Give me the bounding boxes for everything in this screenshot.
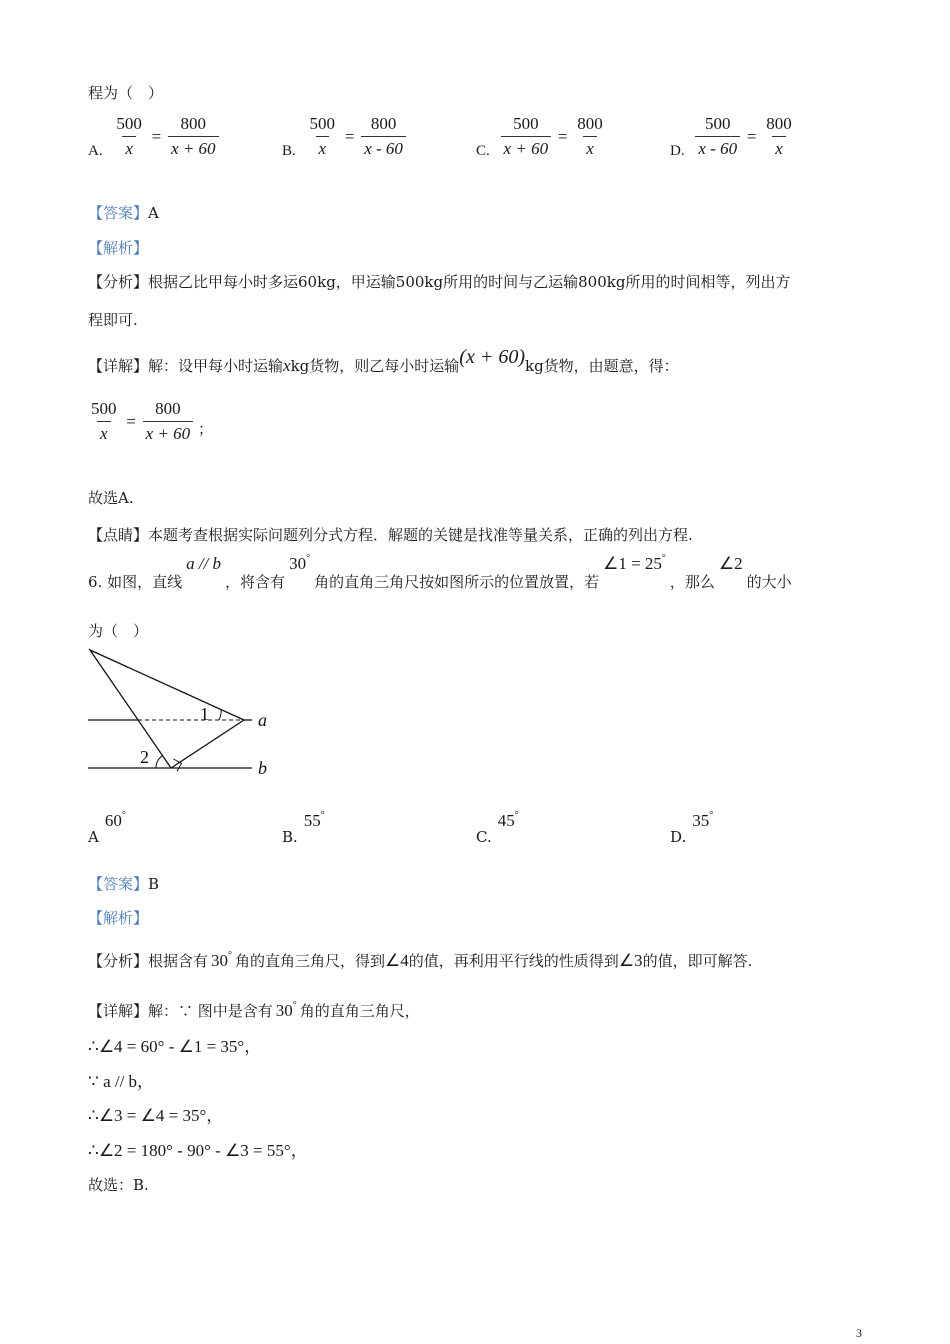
dianjing-tag: 【点睛】 bbox=[88, 526, 149, 544]
label-a: a bbox=[258, 710, 267, 730]
option-letter: B. bbox=[282, 142, 296, 159]
fraction-left: $\frac{500}{x}$ bbox=[309, 114, 336, 159]
q5-option-c: C. $\frac{500}{x + 60}$ = $\frac{800}{x}$ bbox=[476, 114, 606, 160]
option-value: 45° bbox=[497, 810, 519, 830]
q5-answer bbox=[88, 202, 159, 223]
q5-fenxi bbox=[88, 271, 790, 292]
q6-jiexi-tag: 【解析】 bbox=[88, 909, 149, 927]
q5-xiangjie: 【详解】解：设甲每小时运输xkg货物，则乙每小时运输(x + 60)kg货物，由题意，得： bbox=[88, 346, 679, 375]
option-letter: C. bbox=[476, 142, 490, 159]
q6-figure bbox=[80, 640, 300, 790]
option-value: 55° bbox=[303, 810, 325, 830]
q5-option-d: D. $\frac{500}{x - 60}$ = $\frac{800}{x}$ bbox=[670, 114, 795, 160]
fenxi-tag: 【分析】 bbox=[88, 952, 149, 970]
fenxi-text: 根据乙比甲每小时多运60kg，甲运输500kg所用的时间与乙运输800kg所用的时间相等，列出方 bbox=[148, 273, 791, 291]
angle2-arc bbox=[156, 756, 163, 768]
q6-xiangjie: 【详解】解：∵ 图中是含有 30° 角的直角三角尺， bbox=[88, 1000, 420, 1020]
q6-option-c: C.45° bbox=[476, 810, 519, 846]
q5-fenxi-line2: 程即可. bbox=[88, 311, 138, 329]
fraction-right: $\frac{800}{x}$ bbox=[577, 114, 603, 159]
label-1: 1 bbox=[200, 704, 209, 724]
answer-value: B bbox=[148, 875, 160, 893]
fraction-right: $\frac{800}{x - 60}$ bbox=[361, 114, 406, 160]
q6-stem-line2: 为（ ） bbox=[88, 622, 149, 640]
answer-value: A bbox=[148, 204, 159, 222]
option-value: 60° bbox=[104, 810, 126, 830]
q6-step-2: ∵ a // b， bbox=[88, 1072, 155, 1091]
option-letter: D. bbox=[670, 142, 685, 159]
fraction-left: $\frac{500}{x}$ bbox=[91, 399, 117, 444]
fenxi-tag: 【分析】 bbox=[88, 273, 149, 291]
fraction-left: $\frac{500}{x}$ bbox=[116, 114, 142, 159]
angle-30: 30° bbox=[289, 553, 311, 573]
q5-dianjing: 【点睛】本题考查根据实际问题列分式方程．解题的关键是找准等量关系，正确的列出方程. bbox=[88, 526, 693, 544]
q5-option-a: A. $\frac{500}{x}$ = $\frac{800}{x + 60}$ bbox=[88, 114, 219, 160]
fraction-right: $\frac{800}{x + 60}$ bbox=[168, 114, 219, 160]
q5-jiexi-tag: 【解析】 bbox=[88, 239, 149, 257]
label-2: 2 bbox=[140, 747, 149, 767]
q6-fenxi: 【分析】根据含有 30° 角的直角三角尺，得到∠4的值，再利用平行线的性质得到∠3的值，即可解答. bbox=[88, 950, 753, 970]
q5-guxuan: 故选A. bbox=[88, 489, 134, 507]
answer-tag: 【答案】 bbox=[88, 875, 149, 893]
q6-guxuan: 故选：B. bbox=[88, 1176, 149, 1194]
angle1-expr: ∠1 = 25° bbox=[603, 553, 666, 573]
q5-stem-tail: 程为（ ） bbox=[88, 84, 164, 102]
label-b: b bbox=[258, 758, 267, 778]
fraction-left: $\frac{500}{x - 60}$ bbox=[695, 114, 740, 160]
xiangjie-tag: 【详解】 bbox=[88, 357, 149, 375]
expr-x-plus-60: (x + 60) bbox=[459, 346, 525, 368]
q6-step-3: ∴∠3 = ∠4 = 35°， bbox=[88, 1106, 224, 1125]
fraction-right: $\frac{800}{x}$ bbox=[766, 114, 792, 159]
q6-step-4: ∴∠2 = 180° - 90° - ∠3 = 55°， bbox=[88, 1141, 308, 1160]
angle1-arc bbox=[219, 710, 221, 720]
angle2-expr: ∠2 bbox=[718, 554, 743, 573]
fraction-left: $\frac{500}{x + 60}$ bbox=[501, 114, 552, 160]
xiangjie-tag: 【详解】 bbox=[88, 1002, 149, 1020]
q6-option-d: D.35° bbox=[670, 810, 714, 846]
parallel-expr: a // b bbox=[186, 554, 222, 573]
page-number: 3 bbox=[856, 1326, 862, 1340]
q6-option-a: A60° bbox=[88, 810, 126, 846]
option-value: 35° bbox=[692, 810, 714, 830]
q6-answer bbox=[88, 873, 159, 894]
q6-option-b: B.55° bbox=[282, 810, 325, 846]
q5-equation: $\frac{500}{x}$ = $\frac{800}{x + 60}$ ； bbox=[88, 399, 213, 445]
q6-stem: 6. 如图，直线a // b，将含有30°角的直角三角尺按如图所示的位置放置，若∠1 = 25°，那么∠2的大小 bbox=[88, 553, 792, 591]
triangle-ruler bbox=[90, 650, 244, 768]
option-letter: A. bbox=[88, 142, 103, 159]
q5-option-b: B. $\frac{500}{x}$ = $\frac{800}{x - 60}$ bbox=[282, 114, 406, 160]
answer-tag: 【答案】 bbox=[88, 204, 149, 222]
q6-step-1: ∴∠4 = 60° - ∠1 = 35°， bbox=[88, 1037, 262, 1056]
fraction-right: $\frac{800}{x + 60}$ bbox=[143, 399, 194, 445]
